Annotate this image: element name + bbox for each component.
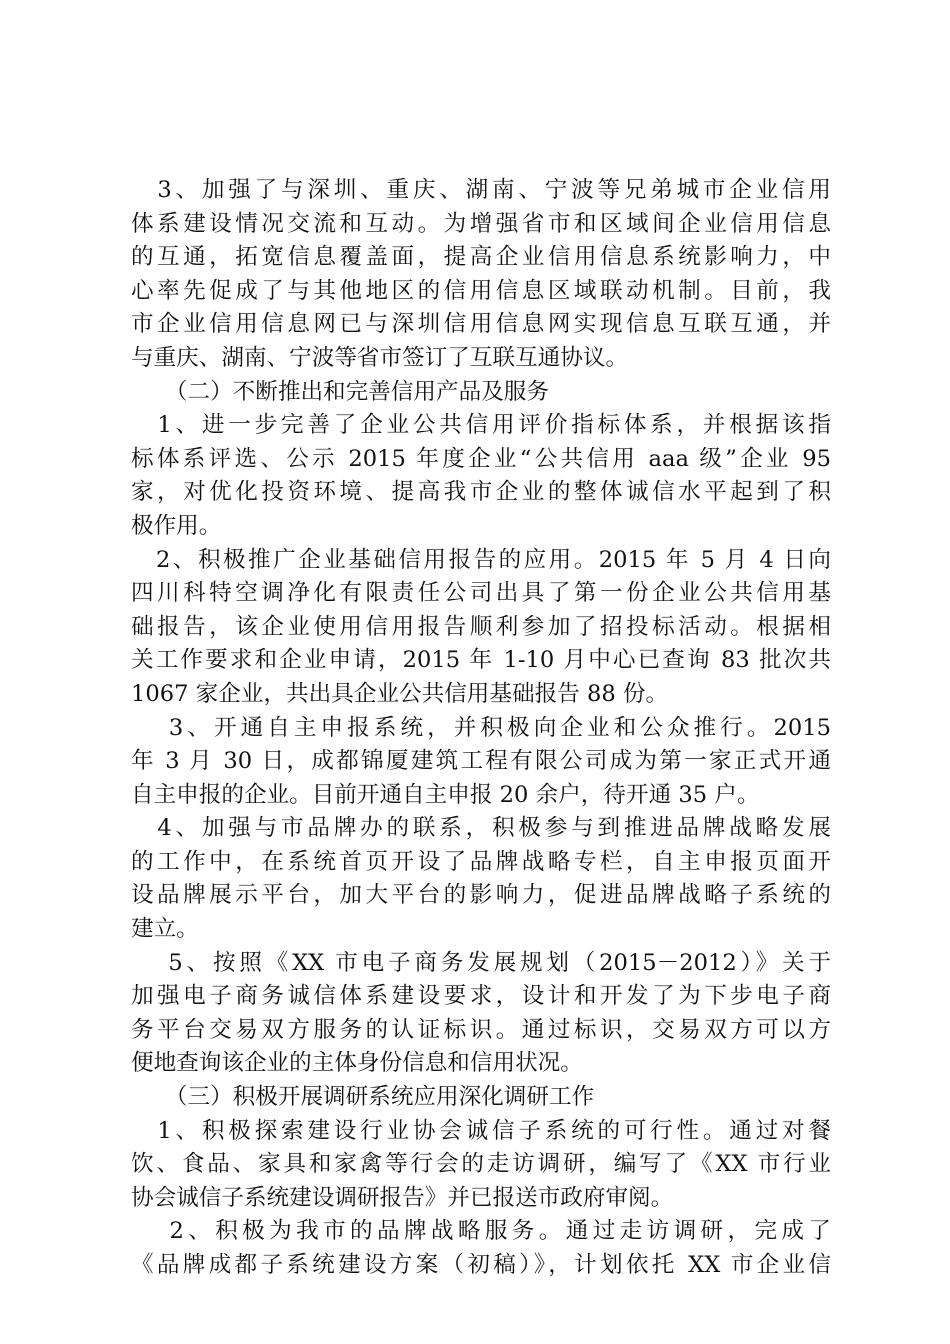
text-line: 3、开通自主申报系统，并积极向企业和公众推行。2015 bbox=[131, 714, 831, 741]
text-line: 自主申报的企业。目前开通自主申报 20 余户，待开通 35 户。 bbox=[131, 781, 760, 808]
text-line: 年 3 月 30 日，成都锦厦建筑工程有限公司成为第一家正式开通 bbox=[131, 748, 831, 775]
text-line: 标体系评选、公示 2015 年度企业“公共信用 aaa 级”企业 95 bbox=[131, 445, 831, 472]
text-line: 1、进一步完善了企业公共信用评价指标体系，并根据该指 bbox=[131, 412, 831, 439]
text-line: 的工作中，在系统首页开设了品牌战略专栏，自主申报页面开 bbox=[131, 848, 831, 875]
text-line: 2、积极推广企业基础信用报告的应用。2015 年 5 月 4 日向 bbox=[131, 546, 831, 573]
text-line: 家，对优化投资环境、提高我市企业的整体诚信水平起到了积 bbox=[131, 479, 831, 506]
text-line: 4、加强与市品牌办的联系，积极参与到推进品牌战略发展 bbox=[131, 815, 831, 842]
text-line: 四川科特空调净化有限责任公司出具了第一份企业公共信用基 bbox=[131, 580, 831, 607]
text-line: 务平台交易双方服务的认证标识。通过标识，交易双方可以方 bbox=[131, 1016, 831, 1043]
text-line: 设品牌展示平台，加大平台的影响力，促进品牌战略子系统的 bbox=[131, 882, 831, 909]
text-line: 体系建设情况交流和互动。为增强省市和区域间企业信用信息 bbox=[131, 210, 831, 237]
text-line: 《品牌成都子系统建设方案（初稿）》，计划依托 XX 市企业信 bbox=[131, 1252, 831, 1278]
text-line: 2、积极为我市的品牌战略服务。通过走访调研，完成了 bbox=[131, 1218, 831, 1245]
text-line: 与重庆、湖南、宁波等省市签订了互联互通协议。 bbox=[131, 344, 629, 371]
text-line: 建立。 bbox=[131, 916, 199, 943]
text-line: 市企业信用信息网已与深圳信用信息网实现信息互联互通，并 bbox=[131, 311, 831, 338]
text-line: 础报告，该企业使用信用报告顺利参加了招投标活动。根据相 bbox=[131, 613, 831, 640]
section-heading: （二）不断推出和完善信用产品及服务 bbox=[131, 378, 549, 405]
text-line: 协会诚信子系统建设调研报告》并已报送市政府审阅。 bbox=[131, 1184, 674, 1211]
text-line: 1、积极探索建设行业协会诚信子系统的可行性。通过对餐 bbox=[131, 1117, 831, 1144]
text-line: 的互通，拓宽信息覆盖面，提高企业信用信息系统影响力，中 bbox=[131, 244, 831, 271]
text-line: 5、按照《XX 市电子商务发展规划（2015－2012）》关于 bbox=[131, 949, 831, 976]
section-heading: （三）积极开展调研系统应用深化调研工作 bbox=[131, 1084, 595, 1111]
text-line: 3、加强了与深圳、重庆、湖南、宁波等兄弟城市企业信用 bbox=[131, 177, 831, 203]
text-line: 饮、食品、家具和家禽等行会的走访调研，编写了《XX 市行业 bbox=[131, 1151, 831, 1178]
text-line: 1067 家企业，共出具企业公共信用基础报告 88 份。 bbox=[131, 680, 669, 707]
text-line: 加强电子商务诚信体系建设要求，设计和开发了为下步电子商 bbox=[131, 983, 831, 1010]
text-line: 关工作要求和企业申请，2015 年 1-10 月中心已查询 83 批次共 bbox=[131, 647, 831, 674]
text-line: 心率先促成了与其他地区的信用信息区域联动机制。目前，我 bbox=[131, 277, 831, 304]
text-line: 便地查询该企业的主体身份信息和信用状况。 bbox=[131, 1050, 583, 1077]
text-line: 极作用。 bbox=[131, 512, 222, 539]
document-body bbox=[131, 174, 831, 1283]
